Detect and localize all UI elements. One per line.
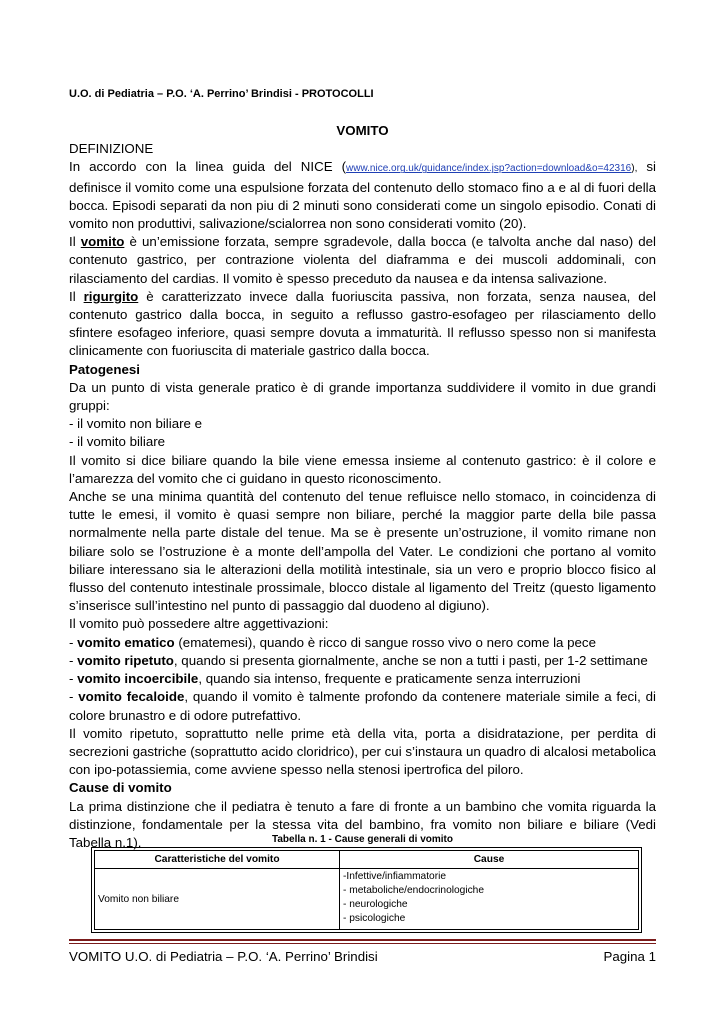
list-item: - il vomito biliare xyxy=(69,434,166,450)
causes-table xyxy=(91,847,642,933)
paragraph-biliare: Il vomito si dice biliare quando la bile viene emessa insieme al contenuto gastrico: è il colore e l’amarezza del vomito che ci guidano in questo riconoscimento. xyxy=(69,452,656,486)
document-title: VOMITO xyxy=(336,123,389,138)
footer-title: VOMITO U.O. di Pediatria – P.O. ‘A. Perrino’ Brindisi xyxy=(69,949,378,964)
table-header-cell: Caratteristiche del vomito xyxy=(95,851,340,869)
table-cell xyxy=(340,869,639,930)
page-header: U.O. di Pediatria – P.O. ‘A. Perrino’ Brindisi - PROTOCOLLI xyxy=(69,88,374,100)
nice-guideline-link[interactable]: www.nice.org.uk/guidance/index.jsp?action=download&o=42316 xyxy=(346,163,632,175)
paragraph-patogenesi: Da un punto di vista generale pratico è di grande importanza suddividere il vomito in due grandi gruppi: xyxy=(69,379,656,414)
paragraph-definition: In accordo con la linea guida del NICE (www.nice.org.uk/guidance/index.jsp?action=download&o=42316), si definisce il vomito come una espulsione forzata del contenuto dello stomaco fino a e al di fuori della bocca. Episodi separati da non piu di 2 minuti sono considerati come un singolo episodio. Conati di vomito non produttivi, salivazione/scialorrea non sono considerati vomito (20). xyxy=(69,159,656,232)
list-item: - vomito fecaloide, quando il vomito è talmente profondo da contenere materiale simile a feci, di colore brunastro e di odore putrefattivo. xyxy=(69,689,657,723)
list-item: - il vomito non biliare e xyxy=(69,416,203,432)
footer-divider xyxy=(69,943,656,944)
table-row xyxy=(95,869,639,930)
section-heading-cause: Cause di vomito xyxy=(69,780,172,796)
document-body xyxy=(69,122,656,852)
cause-item: - metaboliche/endocrinologiche xyxy=(343,885,485,896)
table-header-row xyxy=(95,851,639,869)
cause-item: - neurologiche xyxy=(343,899,408,910)
section-heading-patogenesi: Patogenesi xyxy=(69,361,140,377)
list-item: - vomito incoercibile, quando sia intenso, frequente e praticamente senza interruzioni xyxy=(69,671,581,687)
paragraph-disidratazione: Il vomito ripetuto, soprattutto nelle prime età della vita, porta a disidratazione, per perdita di secrezioni gastriche (soprattutto acido cloridrico), per cui s’instaura un quadro di alcalosi metabolica con ipo-potassiemia, come avviene spesso nella stenosi ipertrofica del piloro. xyxy=(69,725,656,778)
paragraph-rigurgito: Il rigurgito è caratterizzato invece dalla fuoriuscita passiva, non forzata, senza nausea, del contenuto gastrico dalla bocca, in seguito a reflusso gastro-esofageo per rilasciamento dello sfintere esofageo inferiore, quasi sempre dovuta a immaturità. Il reflusso spesso non si manifesta clinicamente con fuoriuscita di materiale gastrico dalla bocca. xyxy=(69,288,656,359)
list-item: - vomito ematico (ematemesi), quando è ricco di sangue rosso vivo o nero come la pece xyxy=(69,634,596,650)
table-header-cell: Cause xyxy=(340,851,639,869)
cause-item: - psicologiche xyxy=(343,913,406,924)
footer-divider xyxy=(69,939,656,941)
page-number: Pagina 1 xyxy=(603,949,656,964)
list-item: - vomito ripetuto, quando si presenta giornalmente, anche se non a tutti i pasti, per 1-2 settimane xyxy=(69,652,648,668)
term-vomito: vomito xyxy=(80,234,125,250)
paragraph-cause: La prima distinzione che il pediatra è tenuto a fare di fronte a un bambino che vomita riguarda la distinzione, fondamentale per la stessa vita del bambino, fra vomito non biliare e biliare (Vedi Tabella n.1). xyxy=(69,798,656,850)
term-rigurgito: rigurgito xyxy=(83,288,139,304)
paragraph-vomito: Il vomito è un’emissione forzata, sempre sgradevole, dalla bocca (e talvolta anche dal naso) del contenuto gastrico, per contrazione violenta del diaframma e dei muscoli addominali, con rilasciamento del cardias. Il vomito è spesso preceduto da nausea e da intensa salivazione. xyxy=(69,234,656,286)
table-caption: Tabella n. 1 - Cause generali di vomito xyxy=(272,834,453,845)
cause-item: -Infettive/infiammatorie xyxy=(343,871,447,882)
table-cell: Vomito non biliare xyxy=(95,869,340,930)
paragraph-ostruzione: Anche se una minima quantità del contenuto del tenue refluisce nello stomaco, in coincidenza di tutte le emesi, il vomito è quasi sempre non biliare, perché la maggior parte della bile passa normalmente nella parte distale del tenue. Ma se è presente un’ostruzione, il vomito rimane non biliare solo se l’ostruzione è a monte dell’ampolla del Vater. Le condizioni che portano al vomito biliare interessano sia le alterazioni della motilità intestinale, sia un vero e proprio blocco fisico al flusso del contenuto intestinale prossimale, blocco distale al ligamento del Treitz (questo ligamento s’inserisce sull’intestino nel punto di passaggio dal duodeno al digiuno). xyxy=(69,489,656,614)
paragraph-aggettivazioni: Il vomito può possedere altre aggettivazioni: xyxy=(69,616,329,632)
section-heading-definizione: DEFINIZIONE xyxy=(69,141,154,157)
